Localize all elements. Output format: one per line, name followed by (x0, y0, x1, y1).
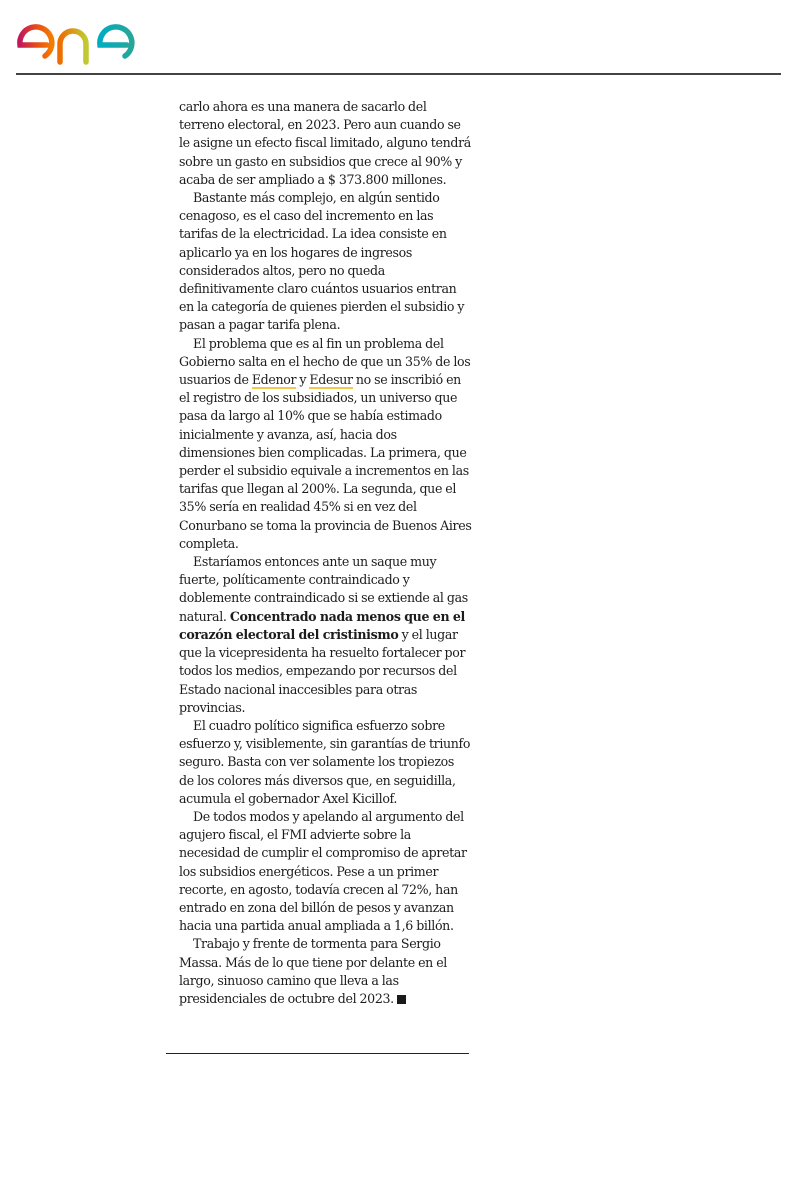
paragraph-4 (179, 553, 472, 717)
paragraph-1: carlo ahora es una manera de sacarlo del terreno electoral, en 2023. Pero aun cuando se le asigne un efecto fiscal limitado, alguno tendrá sobre un gasto en subsidios que crece al 90% y acaba de ser ampliado a $ 373.800 millones. (179, 99, 471, 187)
paragraph-4-part-a: Estaríamos entonces ante un saque muy fuerte, políticamente contraindicado y doblemente contraindicado si se extiende al gas natural. (179, 554, 468, 624)
paragraph-2: Bastante más complejo, en algún sentido cenagoso, es el caso del incremento en las tarifas de la electricidad. La idea consiste en aplicarlo ya en los hogares de ingresos considerados altos, pero no queda definitivamente claro cuántos usuarios entran en la categoría de quienes pierden el subsidio y pasan a pagar tarifa plena. (179, 190, 465, 333)
paragraph-3-part-a: El problema que es al fin un problema del Gobierno salta en el hecho de que un 35% de los usuarios de (179, 335, 471, 388)
enel-logo (16, 8, 170, 68)
paragraph-7 (179, 935, 472, 1008)
paragraph-4-part-b: y el lugar que la vicepresidenta ha resuelto fortalecer por todos los medios, empezando por recursos del Estado nacional inaccesibles para otras provincias. (179, 626, 466, 715)
enel-logo-mark (16, 8, 170, 68)
paragraph-4-bold-phrase: Concentrado nada menos que en el corazón electoral del cristinismo (179, 608, 465, 642)
edenor-highlight: Edenor (251, 372, 297, 388)
paragraph-3 (179, 335, 472, 553)
footer-divider (166, 1053, 469, 1054)
paragraph-3-part-c: no se inscribió en el registro de los subsidiados, un universo que pasa da largo al 10% que se había estimado inicialmente y avanza, así, hacia dos dimensiones bien complicadas. La primera, que perder el subsidio equivale a incrementos en las tarifas que llegan al 200%. La segunda, que el 35% sería en realidad 45% si en vez del Conurbano se toma la provincia de Buenos Aires completa. (179, 372, 472, 551)
article-body (179, 98, 472, 1008)
edesur-highlight: Edesur (309, 372, 353, 388)
end-of-article-mark (397, 995, 406, 1004)
paragraph-7-text: Trabajo y frente de tormenta para Sergio Massa. Más de lo que tiene por delante en el largo, sinuoso camino que lleva a las presidenciales de octubre del 2023. (179, 936, 447, 1006)
header-divider (16, 73, 781, 75)
paragraph-5: El cuadro político significa esfuerzo sobre esfuerzo y, visiblemente, sin garantías de triunfo seguro. Basta con ver solamente los tropiezos de los colores más diversos que, en seguidilla, acumula el gobernador Axel Kicillof. (179, 717, 471, 806)
paragraph-3-part-b: y (296, 372, 310, 388)
paragraph-6: De todos modos y apelando al argumento del agujero fiscal, el FMI advierte sobre la necesidad de cumplir el compromiso de apretar los subsidios energéticos. Pese a un primer recorte, en agosto, todavía crecen al 72%, han entrado en zona del billón de pesos y avanzan hacia una partida anual ampliada a 1,6 billón. (179, 808, 467, 934)
